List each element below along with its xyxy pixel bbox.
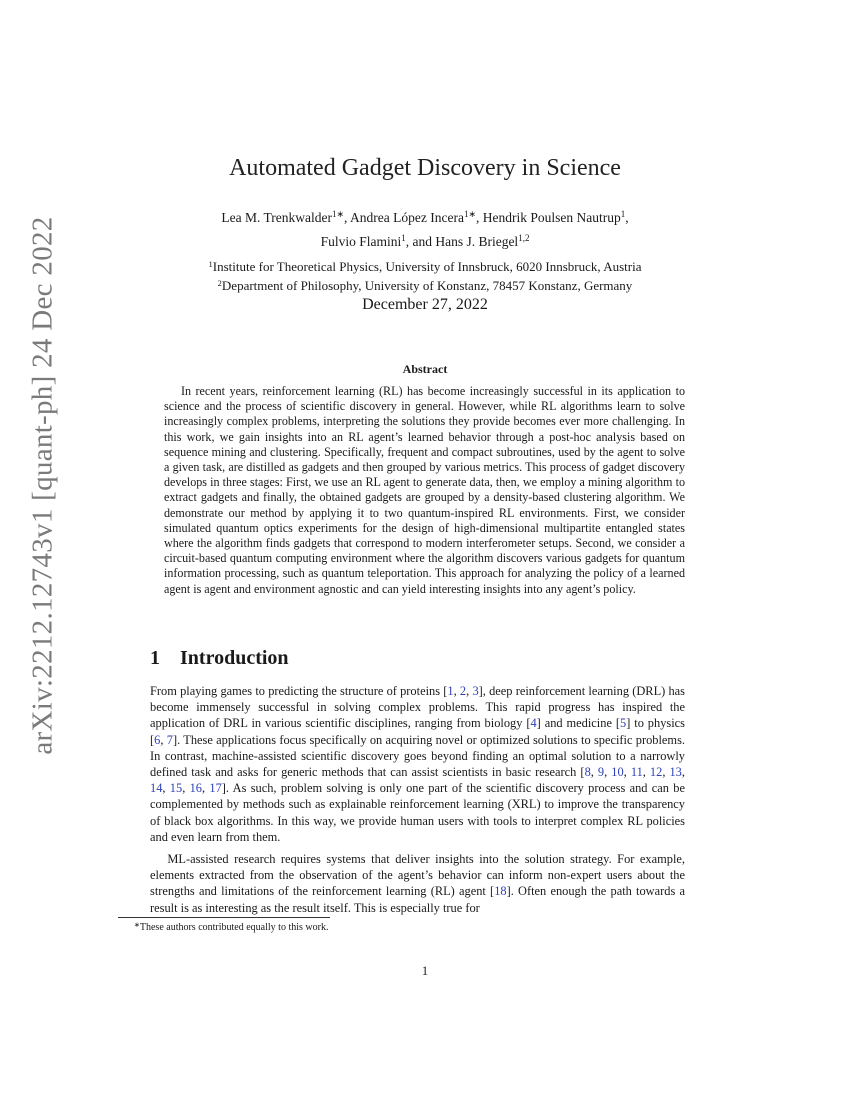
citation-link[interactable]: 1 [447,684,454,698]
paragraph-text: , [160,732,167,747]
author-name: Fulvio Flamini [320,234,402,249]
paragraph-text: , [623,765,631,780]
citation-link[interactable]: 3 [472,684,479,698]
paragraph-text: , [604,765,612,780]
citation-link[interactable]: 15 [169,781,183,796]
paper-title: Automated Gadget Discovery in Science [229,155,621,181]
citation-link[interactable]: 18 [494,884,507,899]
paragraph-text: ], deep reinforcement learning (DRL) has become immensely successful in solving complex problems. This rapid progress has inspired the application of DRL in various scientific disciplines, ranging from biology [ [150,684,686,731]
paragraph-text: ]. These applications focus specifically on acquiring novel or optimized solutions to specific problems. In contrast, machine-assisted scientific discovery goes beyond finding an optimal solution to a narrowly defined task and asks for generic methods that can assist scientists in basic research [ [150,732,685,780]
abstract-text: In recent years, reinforcement learning (RL) has become increasingly successful in its application to science and the process of scientific discovery in general. However, while RL algorithms learn to solve increasingly complex problems, interpreting the solutions they provide becomes ever more challenging. In this work, we gain insights into an RL agent’s learned behavior through a post-hoc analysis based on sequence mining and clustering. Specifically, frequent and compact subroutines, used by the agent to solve a given task, are distilled as gadgets and then grouped by various metrics. This process of gadget discovery develops in three stages: First, we use an RL agent to generate data, then, we employ a mining algorithm to extract gadgets and finally, the obtained gadgets are grouped by a density-based clustering algorithm. We demonstrate our method by applying it to two quantum-inspired RL environments. First, we consider simulated quantum optics experiments for the design of high-dimensional multipartite entangled states where the algorithm finds gadgets that correspond to modern interferometer setups. Second, we consider a circuit-based quantum computing environment where the algorithm discovers various gadgets for quantum information processing, such as quantum teleportation. This approach for analyzing the policy of a learned agent is agent and environment agnostic and can yield interesting insights into any agent’s policy. [164,384,685,596]
paragraph-text: From playing games to predicting the structure of proteins [ [150,684,448,698]
citation-link[interactable]: 12 [649,765,663,780]
paragraph-text: , [453,684,460,698]
author-list [150,204,700,252]
affiliation-list [150,256,700,294]
section-heading [150,647,289,670]
paragraph-text: , [182,781,190,796]
intro-paragraph-1 [150,683,685,845]
affiliation-mark: 1 [208,259,213,269]
abstract-heading: Abstract [402,362,448,376]
section-title: Introduction [180,647,289,669]
citation-link[interactable]: 7 [166,732,173,747]
citation-link[interactable]: 13 [669,765,682,780]
paragraph-text: , [466,684,473,698]
paragraph-text: , [590,765,598,780]
section-number: 1 [150,647,160,669]
affiliation-text: Department of Philosophy, University of Konstanz, 78457 Konstanz, Germany [221,278,633,293]
page-number: 1 [421,964,429,978]
intro-paragraph-2 [150,851,685,916]
citation-link[interactable]: 6 [154,732,161,747]
author-name: Hans J. Briegel [435,234,519,249]
paragraph-text: , [201,781,210,796]
author-name: Lea M. Trenkwalder [221,210,332,225]
affiliation-line [150,256,700,275]
citation-link[interactable]: 10 [611,765,624,780]
citation-link[interactable]: 4 [530,716,537,731]
paragraph-text: , [662,765,670,780]
author-affiliation-mark: 1 [620,209,626,219]
citation-link[interactable]: 8 [584,765,591,780]
author-name: Andrea López Incera [350,210,464,225]
affiliation-mark: 2 [217,278,222,288]
citation-link[interactable]: 2 [459,684,467,698]
paragraph-text: ML-assisted research requires systems that deliver insights into the solution strategy. For example, elements extracted from the observation of the agent’s behavior can inform non-expert users about the strengths and limitations of the reinforcement learning (RL) agent [ [150,852,685,899]
footnote-divider [118,917,330,918]
author-separator: , and [405,234,436,249]
paragraph-text: ]. Often enough the path towards a result is as interesting as the result itself. This is especially true for [150,884,685,915]
author-separator: , [476,210,483,225]
citation-link[interactable]: 5 [620,716,627,731]
affiliation-line [150,275,700,294]
arxiv-identifier-stamp [8,215,78,755]
footnote-mark: ∗ [134,921,140,929]
author-affiliation-mark: 1∗ [331,209,345,219]
author-name: Hendrik Poulsen Nautrup [482,210,621,225]
paragraph-text: , [681,765,685,780]
affiliation-text: Institute for Theoretical Physics, University of Innsbruck, 6020 Innsbruck, Austria [212,259,642,274]
citation-link[interactable]: 16 [189,781,202,796]
paragraph-text: ] to physics [ [150,716,685,747]
citation-link[interactable]: 11 [630,765,643,780]
citation-link[interactable]: 14 [150,781,163,796]
paragraph-text: , [642,765,650,780]
author-affiliation-mark: 1 [401,233,406,243]
paragraph-text: ]. As such, problem solving is only one part of the scientific discovery process and can be complemented by methods such as explainable reinforcement learning (XRL) to improve the transparency of black box algorithms. In this way, we provide human users with tools to interpret complex RL policies and even learn from them. [150,781,685,844]
paragraph-text: , [162,781,170,796]
publication-date: December 27, 2022 [362,296,488,313]
citation-link[interactable]: 9 [597,765,605,780]
author-affiliation-mark: 1∗ [463,209,477,219]
author-affiliation-mark: 1,2 [518,233,530,243]
author-separator: , [625,210,629,225]
paragraph-text: ] and medicine [ [536,716,620,731]
footnote-text: These authors contributed equally to this work. [139,922,329,933]
citation-link[interactable]: 17 [209,781,222,796]
footnote [134,921,328,933]
arxiv-identifier-text: arXiv:2212.12743v1 [quant-ph] 24 Dec 2022 [26,215,59,755]
author-separator: , [344,210,351,225]
